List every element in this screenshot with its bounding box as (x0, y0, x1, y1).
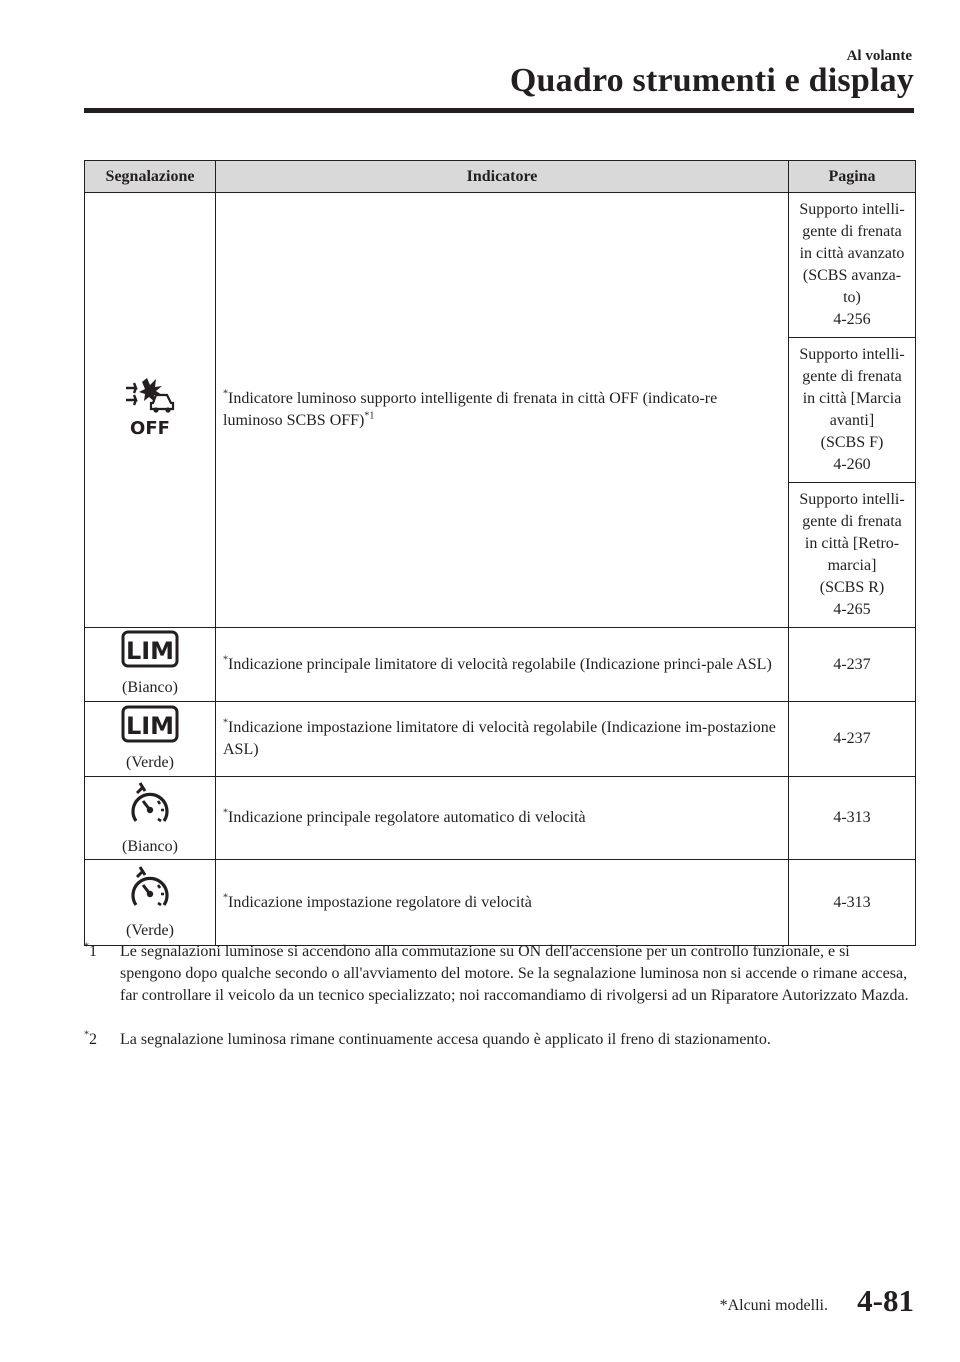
table-row (85, 860, 916, 946)
footnote-2: *2 La segnalazione luminosa rimane continuamente accesa quando è applicato il freno di stazionamento. (84, 1029, 771, 1048)
cruise-setting-signal-cell: (Verde) (85, 860, 216, 946)
table-row (85, 193, 916, 338)
cruise-control-icon (128, 863, 172, 915)
scbs-page-forward: Supporto intelli- gente di frenata in città [Marcia avanti] (SCBS F) 4-260 (789, 338, 916, 483)
cruise-control-icon (128, 779, 172, 831)
lim-icon (121, 705, 179, 743)
svg-text:LIM: LIM (125, 637, 175, 665)
cruise-setting-indicator-cell: *Indicazione impostazione regolatore di velocità (216, 860, 789, 946)
page-number: 4-81 (857, 1283, 914, 1318)
cruise-main-signal-cell: (Bianco) (85, 777, 216, 860)
scbs-page-advanced: Supporto intelli- gente di frenata in città avanzato (SCBS avanza- to) 4-256 (789, 193, 916, 338)
header-pagina: Pagina (789, 161, 916, 193)
cruise-setting-page: 4-313 (789, 860, 916, 946)
header-indicatore: Indicatore (216, 161, 789, 193)
header-segnalazione: Segnalazione (85, 161, 216, 193)
scbs-off-warning-icon (120, 376, 180, 438)
asl-setting-indicator-cell: *Indicazione impostazione limitatore di velocità regolabile (Indicazione im-postazione ASL) (216, 702, 789, 777)
section-title: Al volante (846, 48, 912, 64)
header-rule (84, 108, 914, 113)
table-row (85, 777, 916, 860)
cruise-main-page: 4-313 (789, 777, 916, 860)
scbs-off-indicator-cell: *Indicatore luminoso supporto intelligente di frenata in città OFF (indicato-re luminoso SCBS OFF)$^{*1}$ (216, 193, 789, 628)
asl-setting-page: 4-237 (789, 702, 916, 777)
scbs-off-signal-cell (85, 193, 216, 628)
some-models-note: *Alcuni modelli. (719, 1297, 828, 1314)
scbs-page-reverse: Supporto intelli- gente di frenata in città [Retro- marcia] (SCBS R) 4-265 (789, 483, 916, 628)
table-row (85, 628, 916, 702)
lim-icon (121, 630, 179, 668)
asl-main-indicator-cell: *Indicazione principale limitatore di velocità regolabile (Indicazione princi-pale ASL) (216, 628, 789, 702)
asl-main-signal-cell: LIM (Bianco) (85, 628, 216, 702)
cruise-main-indicator-cell: *Indicazione principale regolatore automatico di velocità (216, 777, 789, 860)
table-row (85, 702, 916, 777)
table-header-row (85, 161, 916, 193)
asl-main-page: 4-237 (789, 628, 916, 702)
svg-text:LIM: LIM (125, 711, 175, 740)
footnote-1: *1 Le segnalazioni luminose si accendono alla commutazione su ON dell'accensione per un controllo funzionale, e si spengono dopo qualche secondo o all'avviamento del motore. Se la segnalazione luminosa non si accende o rimane accesa, far controllare il veicolo da un tecnico specializzato; noi raccomandiamo di rivolgersi ad un Riparatore Autorizzato Mazda. (84, 941, 909, 1004)
page-title: Quadro strumenti e display (509, 62, 914, 99)
indicator-table (84, 160, 916, 946)
asl-setting-signal-cell: LIM (Verde) (85, 702, 216, 777)
svg-text:OFF: OFF (130, 417, 170, 438)
